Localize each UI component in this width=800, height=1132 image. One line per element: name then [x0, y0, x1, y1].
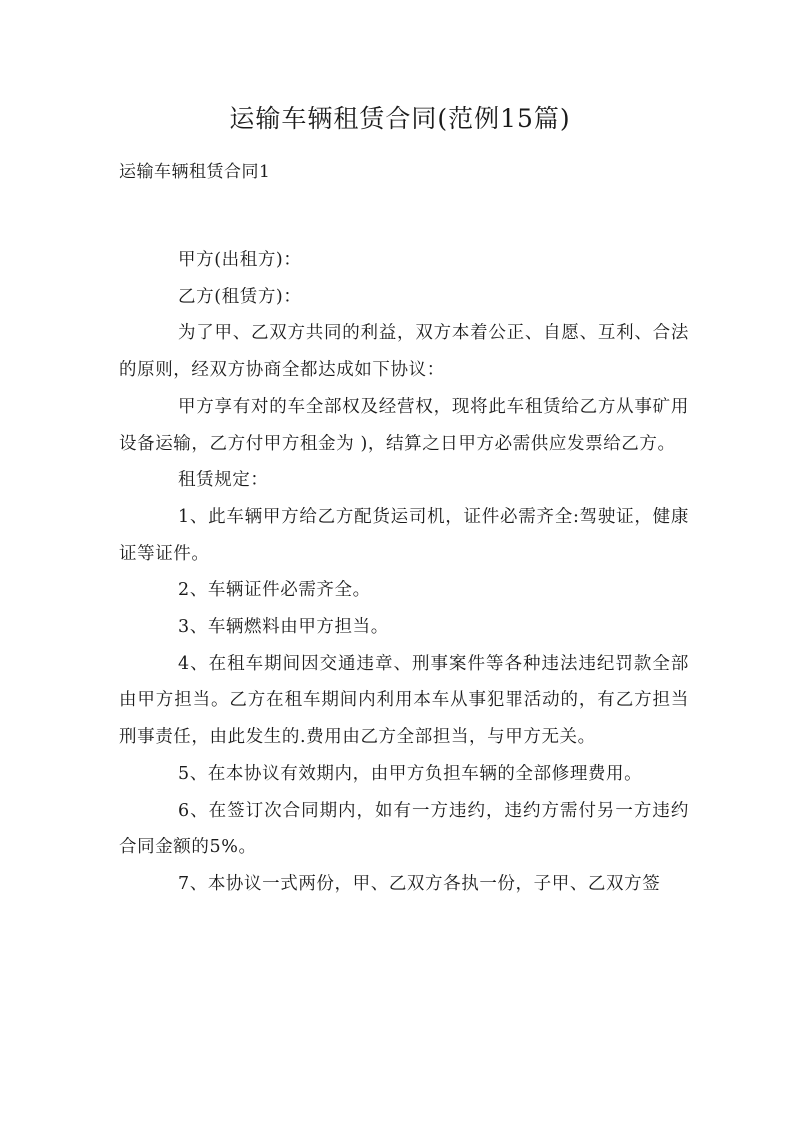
- document-subtitle: 运输车辆租赁合同1: [119, 162, 271, 182]
- paragraph-clause-1: 1、此车辆甲方给乙方配货运司机，证件必需齐全:驾驶证，健康证等证件。: [119, 506, 689, 564]
- paragraph-clause-2: 2、车辆证件必需齐全。: [178, 580, 371, 601]
- paragraph-clause-6: 6、在签订次合同期内，如有一方违约，违约方需付另一方违约合同金额的5%。: [119, 800, 689, 858]
- paragraph-preamble: 为了甲、乙双方共同的利益，双方本着公正、自愿、互利、合法的原则，经双方协商全都达成如下协议：: [119, 323, 689, 381]
- paragraph-ownership: 甲方享有对的车全部权及经营权，现将此车租赁给乙方从事矿用设备运输，乙方付甲方租金为 )，结算之日甲方必需供应发票给乙方。: [119, 396, 689, 454]
- paragraph-clause-7: 7、本协议一式两份，甲、乙双方各执一份，子甲、乙双方签: [178, 873, 661, 894]
- document-title: 运输车辆租赁合同(范例15篇): [229, 104, 571, 133]
- paragraph-clause-5: 5、在本协议有效期内，由甲方负担车辆的全部修理费用。: [178, 763, 643, 784]
- document-body: [119, 242, 689, 903]
- paragraph-party-b: 乙方(租赁方)：: [178, 286, 302, 307]
- paragraph-clause-4: 4、在租车期间因交通违章、刑事案件等各种违法违纪罚款全部由甲方担当。乙方在租车期间内利用本车从事犯罪活动的，有乙方担当刑事责任，由此发生的.费用由乙方全部担当，与甲方无关。: [119, 653, 689, 748]
- paragraph-clause-3: 3、车辆燃料由甲方担当。: [178, 617, 389, 638]
- paragraph-party-a: 甲方(出租方)：: [178, 250, 302, 270]
- paragraph-rules-heading: 租赁规定：: [178, 470, 269, 491]
